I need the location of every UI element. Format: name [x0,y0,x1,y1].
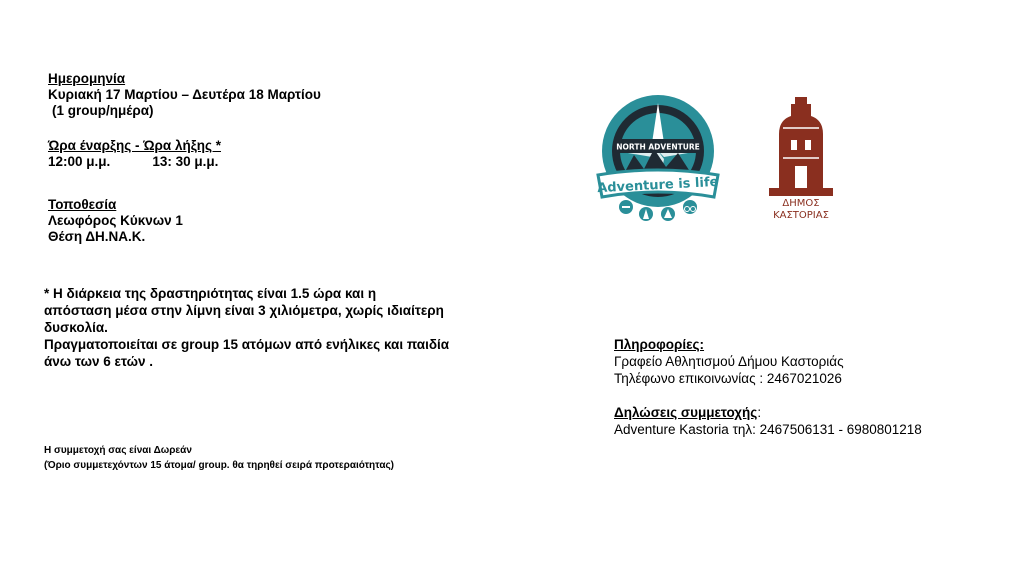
signup-heading: Δηλώσεις συμμετοχής [614,405,758,420]
location-heading: Τοποθεσία [48,197,117,212]
info-section [614,336,922,438]
signup-colon: : [757,405,762,420]
dimos-kastorias-logo [755,94,847,222]
group-per-day: (1 group/ημέρα) [52,103,154,118]
end-time: 13: 30 μ.μ. [152,154,219,169]
note-line: απόσταση μέσα στην λίμνη είναι 3 χιλιόμετρα, χωρίς ιδιαίτερη [44,303,444,318]
note-line: Πραγματοποιείται σε group 15 ατόμων από ενήλικες και παιδία [44,337,450,352]
info-heading: Πληροφορίες: [614,337,705,352]
location-spot: Θέση ΔΗ.ΝΑ.Κ. [48,229,146,244]
participant-limit: (Όριο συμμετεχόντων 15 άτομα/ group. θα τηρηθεί σειρά προτεραιότητας) [44,460,395,471]
logo-top-text: NORTH ADVENTURE [616,142,700,152]
date-section [48,71,321,119]
info-phone: Τηλέφωνο επικοινωνίας : 2467021026 [614,371,842,386]
activity-note [44,285,449,370]
note-line: * Η διάρκεια της δραστηριότητας είναι 1.5 ώρα και η [44,286,377,301]
logo-dimos-line2: ΚΑΣΤΟΡΙΑΣ [773,210,829,221]
date-range: Κυριακή 17 Μαρτίου – Δευτέρα 18 Μαρτίου [48,87,321,102]
logo-dimos-line1: ΔΗΜΟΣ [782,198,820,209]
time-heading: Ώρα έναρξης - Ώρα λήξης * [48,138,221,153]
note-line: άνω των 6 ετών . [44,354,154,369]
participation-section [44,443,394,473]
info-office: Γραφείο Αθλητισμού Δήμου Καστοριάς [614,354,844,369]
note-line: δυσκολία. [44,320,108,335]
location-section [48,197,183,245]
time-section [48,138,221,170]
date-heading: Ημερομηνία [48,71,126,86]
signup-contact: Adventure Kastoria τηλ: 2467506131 - 6980801218 [614,422,922,437]
north-adventure-logo [594,93,722,225]
logo-slogan: Adventure is life [596,174,719,197]
location-address: Λεωφόρος Κύκνων 1 [48,213,183,228]
time-values [48,154,221,170]
start-time: 12:00 μ.μ. [48,154,111,169]
free-participation: Η συμμετοχή σας είναι Δωρεάν [44,445,192,456]
